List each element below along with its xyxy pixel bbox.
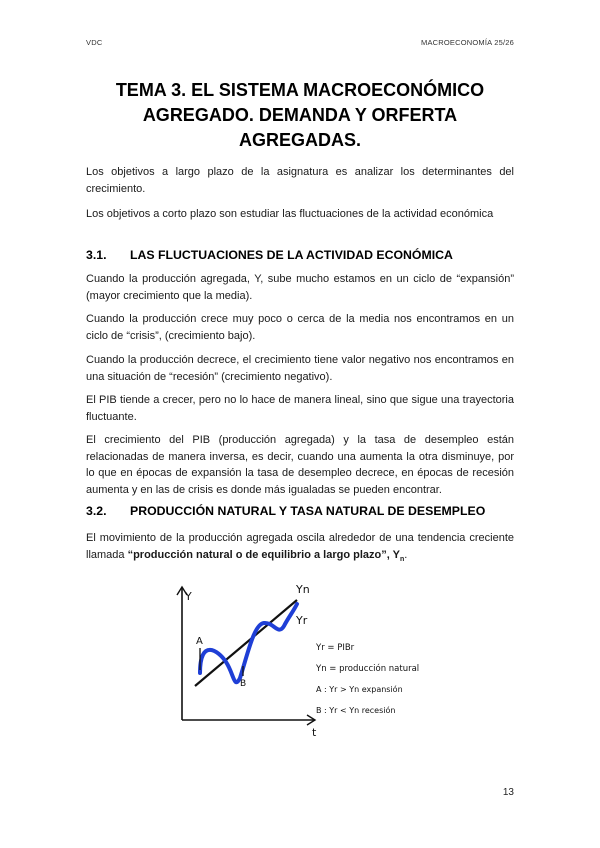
- section1-paragraph-1: Cuando la producción agregada, Y, sube mucho estamos en un ciclo de “expansión” (mayor crecimiento que la media).: [86, 273, 514, 302]
- section-title: LAS FLUCTUACIONES DE LA ACTIVIDAD ECONÓMICA: [130, 248, 453, 262]
- point-a-label: A: [196, 636, 203, 647]
- paragraph-end: .: [404, 548, 408, 561]
- paragraph-bold-subscript: n: [399, 555, 405, 563]
- section-number: 3.2.: [86, 504, 107, 518]
- point-b-label: B: [240, 679, 247, 689]
- page-number: 13: [502, 787, 514, 798]
- section1-paragraph-5: El crecimiento del PIB (producción agregada) y la tasa de desempleo están relacionadas de manera inversa, es decir, cuando una aumenta la otra disminuye, por lo que en épocas de expansión la tasa de desempleo decrece, en épocas de recesión aumenta y en las de crisis es donde más igualadas se pueden encontrar.: [86, 434, 514, 496]
- production-cycle-diagram: [160, 578, 450, 743]
- intro-paragraph-2: Los objetivos a corto plazo son estudiar las fluctuaciones de la actividad económica: [86, 208, 494, 220]
- section1-paragraph-2: Cuando la producción crece muy poco o cerca de la media nos encontramos en un ciclo de “crisis”, (crecimiento bajo).: [86, 313, 514, 342]
- section1-paragraph-4: El PIB tiende a crecer, pero no lo hace de manera lineal, sino que sigue una trayectoria fluctuante.: [86, 394, 514, 423]
- section-heading-3-1: [86, 248, 514, 262]
- header-left: VDC: [86, 38, 103, 47]
- page-title: TEMA 3. EL SISTEMA MACROECONÓMICO AGREGADO. DEMANDA Y ORFERTA AGREGADAS.: [115, 80, 485, 150]
- yr-curve-label: Yr: [296, 614, 308, 627]
- intro-paragraph-1: Los objetivos a largo plazo de la asignatura es analizar los determinantes del crecimiento.: [86, 166, 514, 195]
- section-title: PRODUCCIÓN NATURAL Y TASA NATURAL DE DESEMPLEO: [130, 504, 486, 518]
- legend-line-2: Yn = producción natural: [316, 664, 420, 674]
- legend-line-3: A : Yr > Yn expansión: [316, 685, 403, 694]
- paragraph-bold-term: “producción natural o de equilibrio a largo plazo”, Y: [127, 548, 400, 561]
- section2-paragraph: [86, 530, 514, 568]
- yn-curve-label: Yn: [296, 583, 310, 596]
- header-right: MACROECONOMÍA 25/26: [421, 38, 514, 47]
- y-axis-label: Y: [185, 590, 192, 603]
- legend-line-4: B : Yr < Yn recesión: [316, 706, 396, 715]
- x-axis-label: t: [312, 726, 317, 739]
- section-number: 3.1.: [86, 248, 107, 262]
- trend-line-yn: [195, 600, 297, 686]
- paragraph-text: El movimiento de la producción agregada oscila alrededor de una tendencia creciente llamada: [86, 532, 514, 561]
- legend-line-1: Yr = PIBr: [316, 643, 355, 653]
- section1-paragraph-3: Cuando la producción decrece, el crecimiento tiene valor negativo nos encontramos en una situación de “recesión” (crecimiento negativo).: [86, 354, 514, 383]
- section-heading-3-2: [86, 504, 514, 518]
